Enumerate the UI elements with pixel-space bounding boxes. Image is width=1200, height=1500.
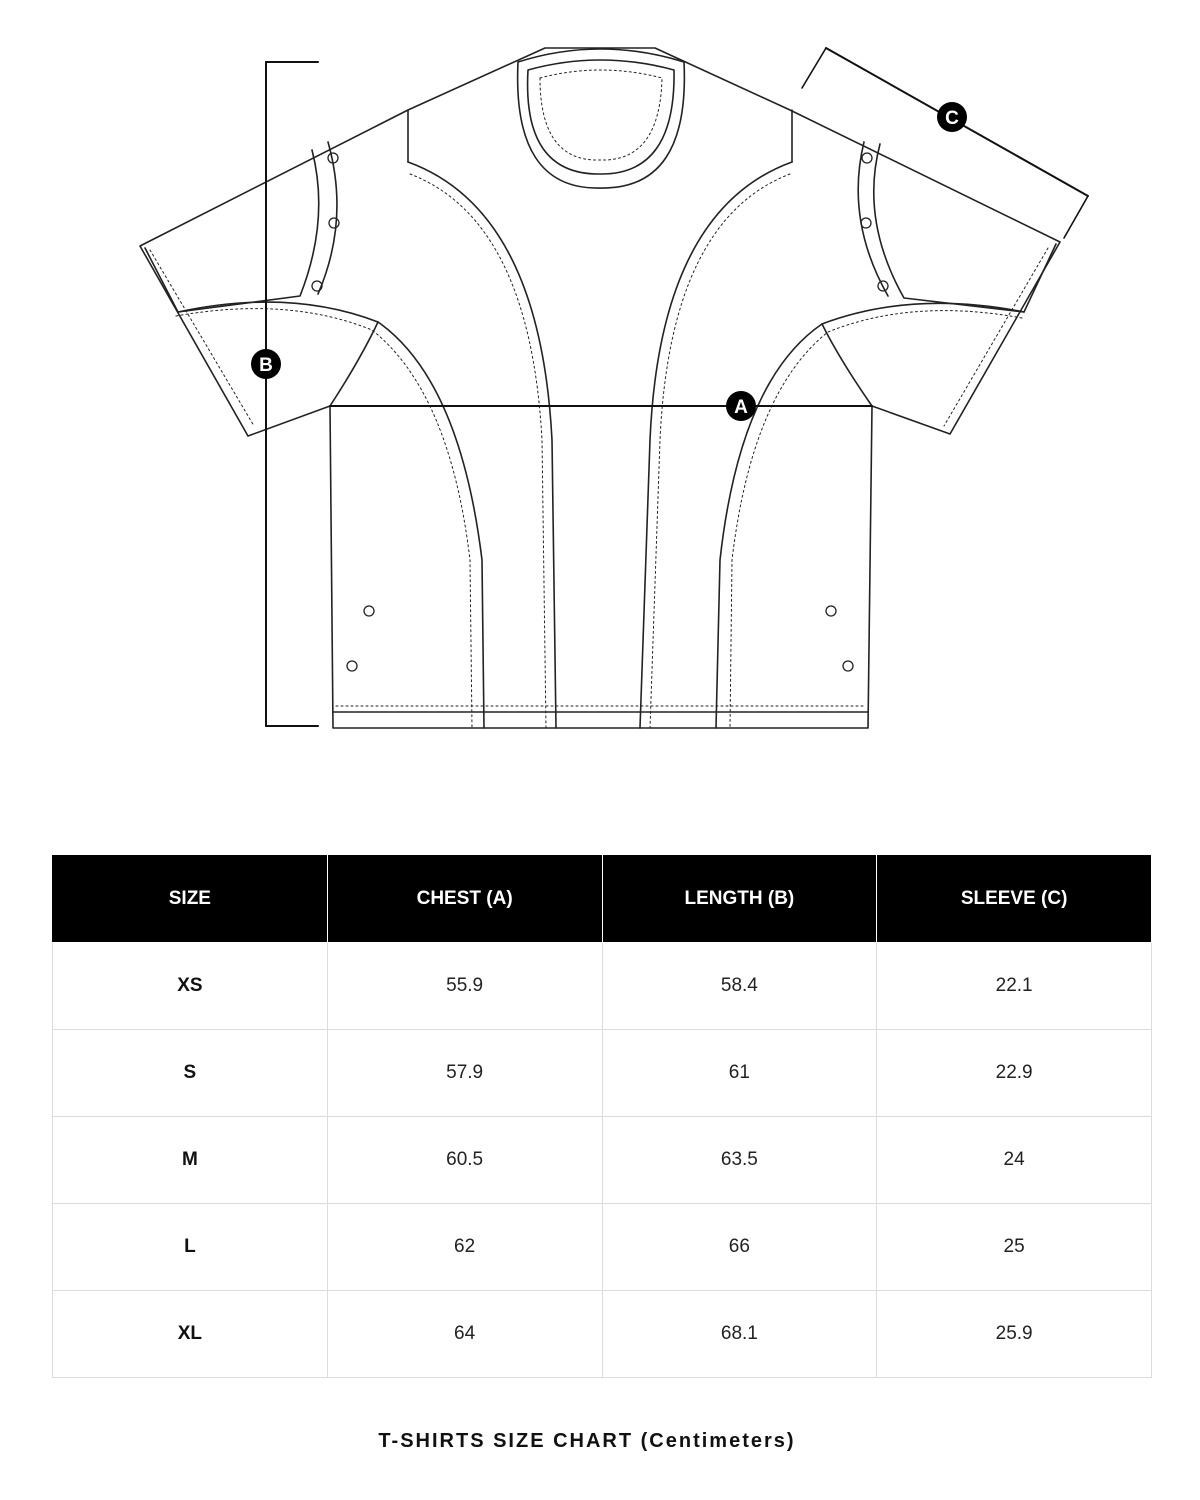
chest-cell: 55.9 bbox=[327, 943, 602, 1030]
length-cell: 63.5 bbox=[602, 1117, 877, 1204]
table-header-row bbox=[53, 855, 1152, 943]
size-cell: M bbox=[53, 1117, 328, 1204]
chest-cell: 62 bbox=[327, 1204, 602, 1291]
size-cell: L bbox=[53, 1204, 328, 1291]
size-cell: S bbox=[53, 1030, 328, 1117]
chest-cell: 60.5 bbox=[327, 1117, 602, 1204]
measure-line-c bbox=[802, 48, 1088, 238]
length-cell: 68.1 bbox=[602, 1291, 877, 1378]
marker-c: C bbox=[945, 108, 959, 129]
table-row bbox=[53, 1204, 1152, 1291]
marker-b: B bbox=[259, 355, 273, 376]
table-row bbox=[53, 1117, 1152, 1204]
snap-buttons bbox=[312, 153, 888, 671]
sleeve-cell: 24 bbox=[877, 1117, 1152, 1204]
chest-cell: 57.9 bbox=[327, 1030, 602, 1117]
sleeve-cell: 25.9 bbox=[877, 1291, 1152, 1378]
sleeve-cell: 25 bbox=[877, 1204, 1152, 1291]
length-cell: 58.4 bbox=[602, 943, 877, 1030]
header-sleeve: SLEEVE (C) bbox=[877, 855, 1152, 943]
table-row bbox=[53, 1291, 1152, 1378]
sleeve-cell: 22.9 bbox=[877, 1030, 1152, 1117]
size-cell: XL bbox=[53, 1291, 328, 1378]
size-cell: XS bbox=[53, 943, 328, 1030]
marker-a: A bbox=[734, 397, 748, 418]
chest-cell: 64 bbox=[327, 1291, 602, 1378]
measure-line-a bbox=[330, 391, 872, 421]
size-chart-table bbox=[52, 854, 1152, 1378]
sleeve-cell: 22.1 bbox=[877, 943, 1152, 1030]
size-chart-caption: T-SHIRTS SIZE CHART (Centimeters) bbox=[378, 1430, 796, 1452]
header-chest: CHEST (A) bbox=[327, 855, 602, 943]
table-row bbox=[53, 943, 1152, 1030]
header-size: SIZE bbox=[53, 855, 328, 943]
length-cell: 61 bbox=[602, 1030, 877, 1117]
length-cell: 66 bbox=[602, 1204, 877, 1291]
table-row bbox=[53, 1030, 1152, 1117]
header-length: LENGTH (B) bbox=[602, 855, 877, 943]
tshirt-outline bbox=[140, 48, 1060, 728]
